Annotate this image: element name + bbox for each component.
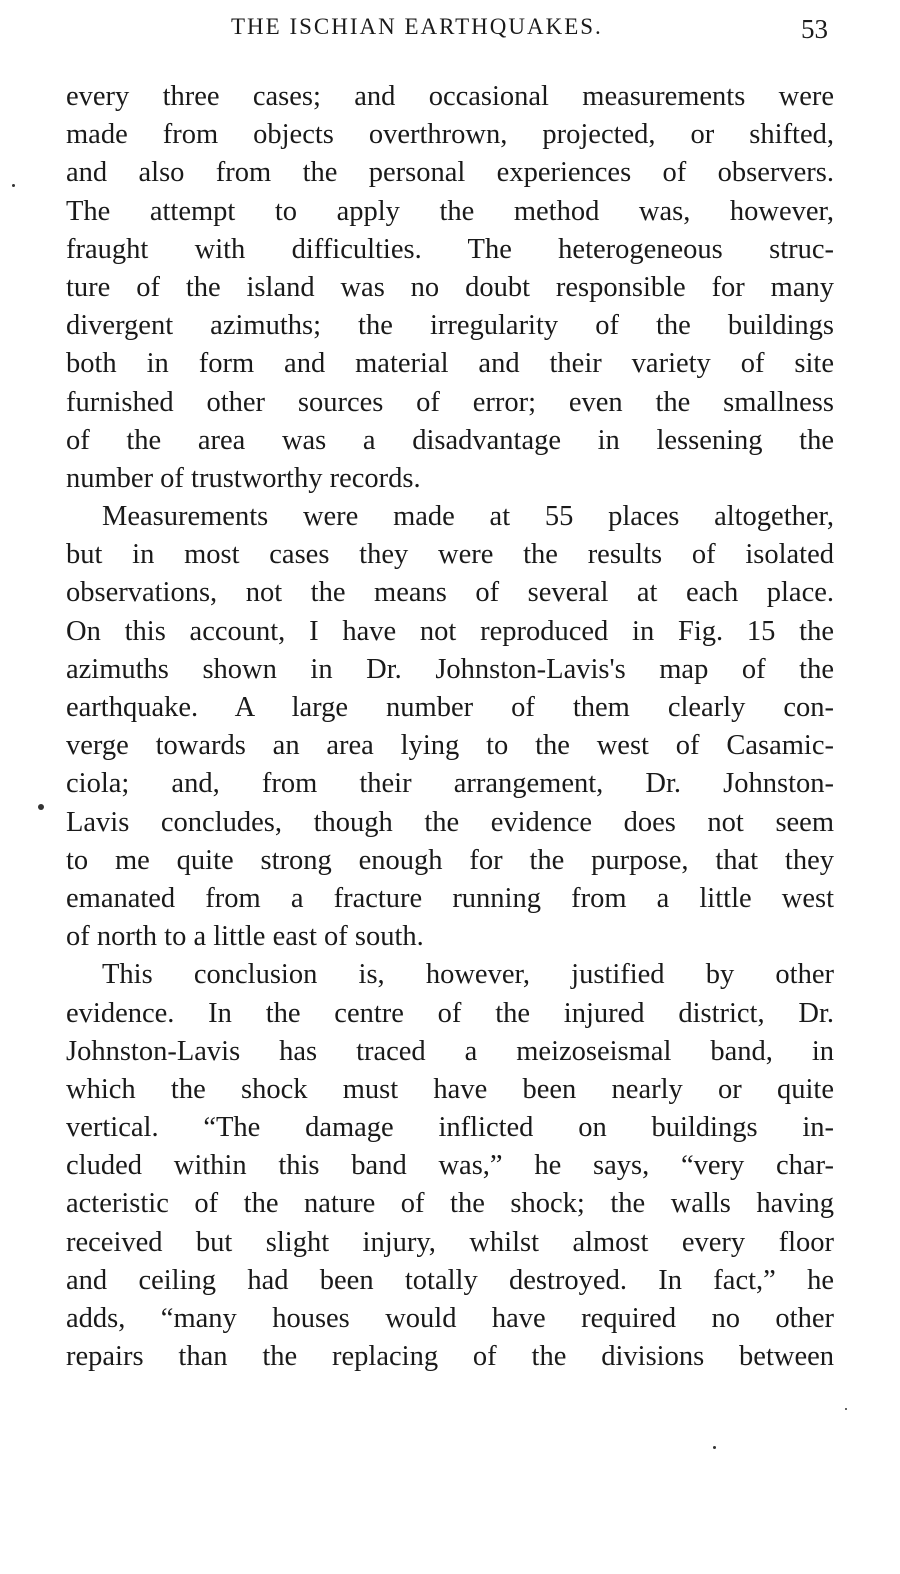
text-line: azimuths shown in Dr. Johnston-Lavis's map of the xyxy=(66,653,834,685)
text-line: made from objects overthrown, projected, or shifted, xyxy=(66,119,834,151)
scan-speck xyxy=(12,184,15,187)
text-line: adds, “many houses would have required no other xyxy=(66,1303,834,1334)
text-line: furnished other sources of error; even the smallness xyxy=(66,386,834,418)
text-line: but in most cases they were the results of isolated xyxy=(66,539,834,571)
text-line: cluded within this band was,” he says, “very char- xyxy=(66,1150,834,1182)
text-line: On this account, I have not reproduced in Fig. 15 the xyxy=(66,615,834,647)
text-line: every three cases; and occasional measurements were xyxy=(66,81,834,112)
text-line: evidence. In the centre of the injured district, Dr. xyxy=(66,997,834,1029)
text-line: ture of the island was no doubt responsible for many xyxy=(66,271,834,303)
running-title: THE ISCHIAN EARTHQUAKES. xyxy=(231,14,603,39)
text-line: acteristic of the nature of the shock; the walls having xyxy=(66,1188,834,1220)
text-line: Lavis concludes, though the evidence does not seem xyxy=(66,806,834,838)
text-line: and ceiling had been totally destroyed. In fact,” he xyxy=(66,1264,834,1296)
paragraph-2 xyxy=(66,498,834,956)
text-line: fraught with difficulties. The heterogeneous struc- xyxy=(66,233,834,265)
paragraph-3 xyxy=(66,956,834,1376)
text-line: repairs than the replacing of the divisions between xyxy=(66,1341,834,1373)
text-line: and also from the personal experiences of observers. xyxy=(66,157,834,189)
text-line: This conclusion is, however, justified by other xyxy=(102,959,834,991)
text-line: emanated from a fracture running from a little west xyxy=(66,882,834,914)
text-line: which the shock must have been nearly or quite xyxy=(66,1073,834,1105)
scan-speck xyxy=(38,804,44,810)
text-line: Johnston-Lavis has traced a meizoseismal band, in xyxy=(66,1035,834,1067)
page-number: 53 xyxy=(801,14,828,44)
text-line: verge towards an area lying to the west of Casamic- xyxy=(66,730,834,762)
text-line: vertical. “The damage inflicted on buildings in- xyxy=(66,1112,834,1144)
running-head xyxy=(66,10,836,50)
scan-speck xyxy=(713,1446,716,1449)
text-line: received but slight injury, whilst almost every floor xyxy=(66,1226,834,1258)
text-line: to me quite strong enough for the purpose, that they xyxy=(66,844,834,876)
paragraph-1 xyxy=(66,78,834,498)
text-line: observations, not the means of several at each place. xyxy=(66,577,834,609)
text-line: Measurements were made at 55 places altogether, xyxy=(102,501,834,533)
scan-speck xyxy=(845,1408,847,1410)
text-line: of the area was a disadvantage in lessening the xyxy=(66,424,834,456)
body-text xyxy=(66,78,834,1376)
text-line: both in form and material and their variety of site xyxy=(66,348,834,380)
text-line: of north to a little east of south. xyxy=(66,921,424,953)
text-line: The attempt to apply the method was, however, xyxy=(66,195,834,227)
text-line: earthquake. A large number of them clearly con- xyxy=(66,692,834,723)
text-line: ciola; and, from their arrangement, Dr. Johnston- xyxy=(66,768,834,800)
text-line: number of trustworthy records. xyxy=(66,462,421,494)
text-line: divergent azimuths; the irregularity of the buildings xyxy=(66,310,834,342)
